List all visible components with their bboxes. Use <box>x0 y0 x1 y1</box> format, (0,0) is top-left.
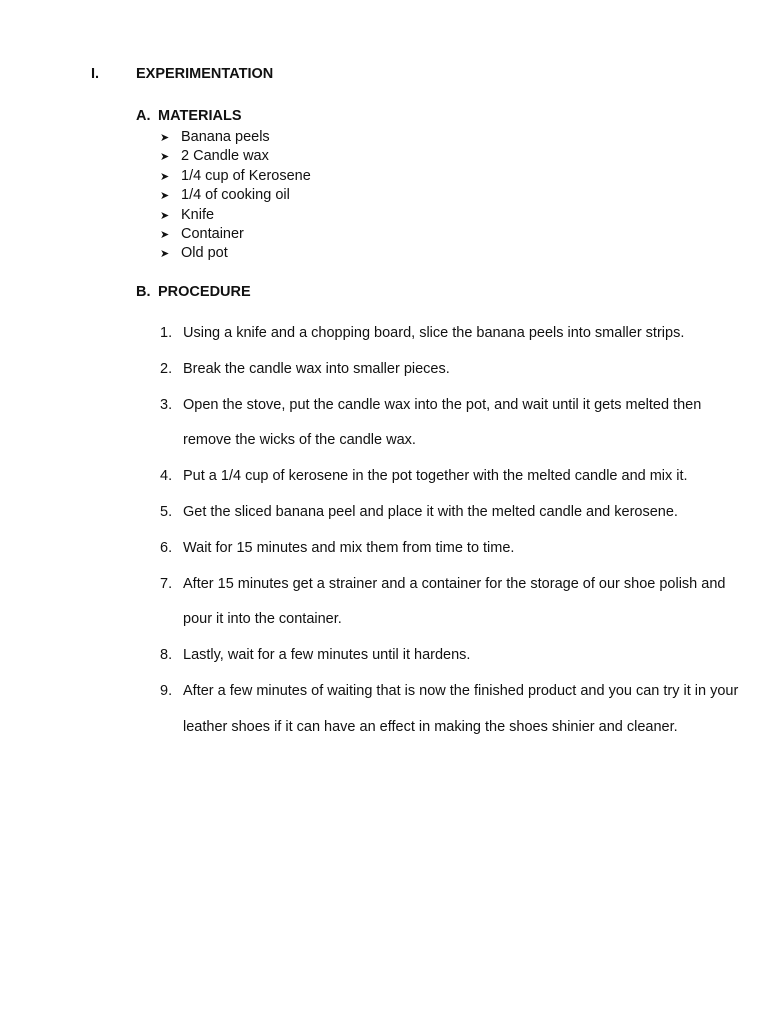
procedure-title: PROCEDURE <box>158 284 251 300</box>
section-number: I. <box>91 66 100 82</box>
arrowhead-bullet-icon: ➤ <box>160 248 170 261</box>
arrowhead-bullet-icon: ➤ <box>160 209 170 222</box>
materials-list <box>160 128 311 264</box>
arrowhead-bullet-icon: ➤ <box>160 170 170 183</box>
step-text: Break the candle wax into smaller pieces. <box>183 360 450 377</box>
section-title: EXPERIMENTATION <box>136 66 274 82</box>
procedure-step <box>160 531 740 567</box>
step-number: 2. <box>160 360 173 377</box>
step-text: After 15 minutes get a strainer and a container for the storage of our shoe polish and pour it into the container. <box>183 575 726 628</box>
step-number: 4. <box>160 468 173 485</box>
procedure-list <box>160 316 740 746</box>
step-number: 1. <box>160 325 173 341</box>
materials-letter: A. <box>136 108 151 124</box>
arrowhead-bullet-icon: ➤ <box>160 132 170 144</box>
step-text: Open the stove, put the candle wax into the pot, and wait until it gets melted then remove the wicks of the candle wax. <box>183 396 702 449</box>
procedure-step <box>160 352 740 388</box>
step-number: 9. <box>160 682 173 699</box>
procedure-step <box>160 316 740 352</box>
procedure-heading <box>136 284 251 300</box>
step-number: 5. <box>160 503 173 520</box>
procedure-step <box>160 388 740 460</box>
arrowhead-bullet-icon: ➤ <box>160 228 170 241</box>
list-item: ➤ Container <box>160 225 311 244</box>
step-text: Lastly, wait for a few minutes until it hardens. <box>183 647 471 664</box>
list-item: ➤ 1/4 of cooking oil <box>160 186 311 205</box>
step-number: 8. <box>160 647 173 664</box>
list-item: ➤ 1/4 cup of Kerosene <box>160 167 311 186</box>
procedure-step <box>160 567 740 639</box>
materials-heading <box>136 108 242 124</box>
list-item: ➤ Knife <box>160 206 311 225</box>
step-number: 6. <box>160 539 173 556</box>
list-item: ➤ Banana peels <box>160 128 311 147</box>
step-text: Get the sliced banana peel and place it with the melted candle and kerosene. <box>183 503 678 520</box>
procedure-letter: B. <box>136 284 151 300</box>
arrowhead-bullet-icon: ➤ <box>160 151 170 164</box>
procedure-step <box>160 638 740 674</box>
procedure-step <box>160 495 740 531</box>
step-number: 7. <box>160 575 173 592</box>
list-item: ➤ 2 Candle wax <box>160 147 311 166</box>
list-item: ➤ Old pot <box>160 244 311 263</box>
step-text: Wait for 15 minutes and mix them from time to time. <box>183 539 515 556</box>
materials-title: MATERIALS <box>158 108 242 124</box>
step-number: 3. <box>160 396 173 413</box>
step-text: Using a knife and a chopping board, slice the banana peels into smaller strips. <box>183 325 685 341</box>
procedure-step <box>160 674 740 746</box>
procedure-step <box>160 459 740 495</box>
step-text: Put a 1/4 cup of kerosene in the pot together with the melted candle and mix it. <box>183 468 688 485</box>
arrowhead-bullet-icon: ➤ <box>160 190 170 203</box>
step-text: After a few minutes of waiting that is now the finished product and you can try it in your leather shoes if it can have an effect in making the shoes shinier and cleaner. <box>183 682 739 735</box>
